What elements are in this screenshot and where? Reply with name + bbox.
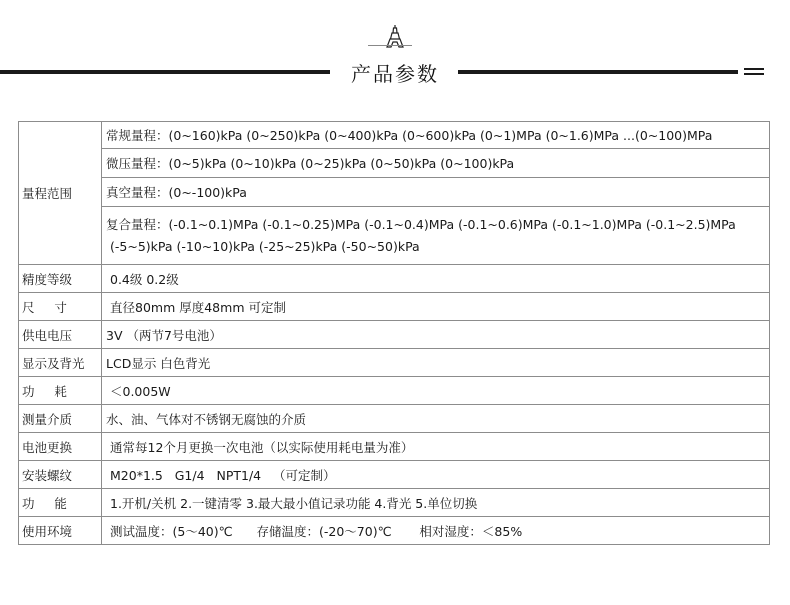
row-value: ＜0.005W bbox=[102, 377, 770, 405]
table-row bbox=[19, 178, 770, 207]
row-value: LCD显示 白色背光 bbox=[102, 349, 770, 377]
range-micro: 微压量程：(0~5)kPa (0~10)kPa (0~25)kPa (0~50)kPa (0~100)kPa bbox=[102, 149, 770, 178]
header-rule-right bbox=[458, 70, 738, 74]
table-row bbox=[19, 461, 770, 489]
range-conventional: 常规量程：(0~160)kPa (0~250)kPa (0~400)kPa (0~600)kPa (0~1)MPa (0~1.6)MPa ...(0~100)MPa bbox=[102, 122, 770, 149]
page-title: 产品参数 bbox=[351, 62, 439, 86]
table-row bbox=[19, 377, 770, 405]
table-row bbox=[19, 293, 770, 321]
row-value: 直径80mm 厚度48mm 可定制 bbox=[102, 293, 770, 321]
section-header bbox=[0, 0, 790, 100]
row-value: 1.开机/关机 2.一键清零 3.最大最小值记录功能 4.背光 5.单位切换 bbox=[102, 489, 770, 517]
header-dash bbox=[744, 73, 764, 75]
row-label: 量程范围 bbox=[19, 122, 102, 265]
table-row bbox=[19, 207, 770, 265]
row-value: 通常每12个月更换一次电池（以实际使用耗电量为准） bbox=[102, 433, 770, 461]
row-value: M20*1.5 G1/4 NPT1/4 （可定制） bbox=[102, 461, 770, 489]
row-value: 测试温度：(5～40)℃ 存储温度：(-20～70)℃ 相对湿度：＜85% bbox=[102, 517, 770, 545]
row-label: 显示及背光 bbox=[19, 349, 102, 377]
row-label: 测量介质 bbox=[19, 405, 102, 433]
table-row bbox=[19, 321, 770, 349]
row-label: 功 能 bbox=[19, 489, 102, 517]
row-label: 尺 寸 bbox=[19, 293, 102, 321]
row-label: 电池更换 bbox=[19, 433, 102, 461]
row-label: 功 耗 bbox=[19, 377, 102, 405]
table-row bbox=[19, 122, 770, 149]
header-rule-left bbox=[0, 70, 330, 74]
header-ornament-line bbox=[368, 45, 412, 46]
range-compound bbox=[102, 207, 770, 265]
table-row bbox=[19, 149, 770, 178]
table-row bbox=[19, 517, 770, 545]
table-row bbox=[19, 405, 770, 433]
range-compound-line1: 复合量程：(-0.1~0.1)MPa (-0.1~0.25)MPa (-0.1~0.4)MPa (-0.1~0.6)MPa (-0.1~1.0)MPa (-0.1~2.5)MPa bbox=[106, 216, 736, 232]
header-dash bbox=[744, 68, 764, 70]
row-value: 水、油、气体对不锈钢无腐蚀的介质 bbox=[102, 405, 770, 433]
row-label: 供电电压 bbox=[19, 321, 102, 349]
range-vacuum: 真空量程：(0~-100)kPa bbox=[102, 178, 770, 207]
row-label: 安装螺纹 bbox=[19, 461, 102, 489]
row-value: 0.4级 0.2级 bbox=[102, 265, 770, 293]
range-compound-line2: (-5~5)kPa (-10~10)kPa (-25~25)kPa (-50~50)kPa bbox=[110, 238, 420, 254]
row-label: 精度等级 bbox=[19, 265, 102, 293]
row-value: 3V （两节7号电池） bbox=[102, 321, 770, 349]
row-label: 使用环境 bbox=[19, 517, 102, 545]
table-row bbox=[19, 489, 770, 517]
table-row bbox=[19, 349, 770, 377]
table-row bbox=[19, 265, 770, 293]
table-row bbox=[19, 433, 770, 461]
spec-table bbox=[18, 121, 770, 545]
